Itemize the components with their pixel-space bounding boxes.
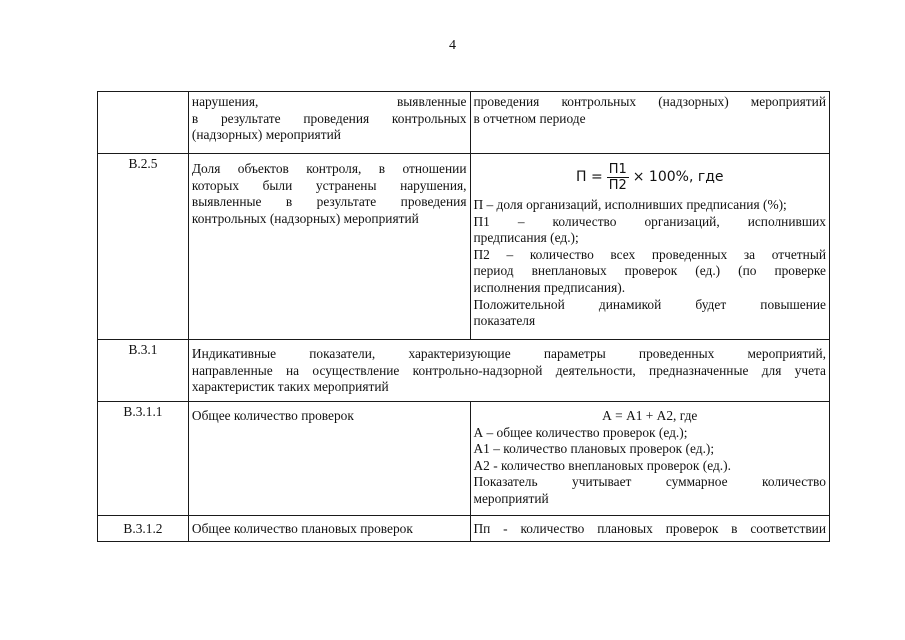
page-number: 4: [449, 38, 456, 53]
text-line: проведения контрольных (надзорных) мероприятий: [473, 94, 826, 109]
text-line: мероприятий: [473, 490, 549, 506]
formula-numerator: П1: [608, 161, 627, 177]
text-line: А – общее количество проверок (ед.);: [473, 424, 688, 440]
text-line: которых были устранены нарушения,: [191, 177, 467, 193]
table-row: [98, 340, 830, 402]
text-line: контрольных (надзорных) мероприятий: [191, 210, 419, 226]
row-merged-text: [188, 340, 829, 402]
text-line: Общее количество плановых проверок: [191, 521, 413, 536]
text-line: Индикативные показатели, характеризующие параметры проведенных мероприятий,: [191, 346, 826, 361]
text-line: предписания (ед.);: [473, 230, 579, 246]
text-line: Положительной динамикой будет повышение: [473, 296, 826, 312]
text-line: (надзорных) мероприятий: [191, 127, 341, 143]
formula: [474, 157, 827, 197]
row-description: [470, 402, 830, 516]
text-line: А1 – количество плановых проверок (ед.);: [473, 441, 715, 457]
text-line: в результате проведения контрольных: [191, 110, 467, 126]
table-row: [98, 402, 830, 516]
row-code: В.3.1.2: [98, 516, 189, 542]
text-line: направленные на осуществление контрольно-надзорной деятельности, предназначенные для учета: [191, 362, 826, 378]
text-line: характеристик таких мероприятий: [191, 379, 389, 395]
text-line: исполнения предписания).: [473, 279, 626, 295]
text-line: период внеплановых проверок (ед.) (по проверке: [473, 263, 826, 279]
text-line: выявленные в результате проведения: [191, 194, 467, 210]
row-code: [98, 92, 189, 154]
formula-rhs: × 100%, где: [632, 168, 724, 185]
row-description: [470, 516, 830, 542]
row-description: [470, 154, 830, 340]
row-name: [188, 92, 470, 154]
text-line: Пп - количество плановых проверок в соответствии: [473, 521, 826, 536]
formula-fraction: [607, 162, 629, 193]
row-name: [188, 516, 470, 542]
table-row: [98, 92, 830, 154]
table-row: [98, 154, 830, 340]
row-code: В.3.1: [98, 340, 189, 402]
row-name: [188, 154, 470, 340]
row-description: [470, 92, 830, 154]
row-code: В.3.1.1: [98, 402, 189, 516]
row-code: В.2.5: [98, 154, 189, 340]
text-line: П2 – количество всех проведенных за отчетный: [473, 246, 826, 262]
formula-lhs: П =: [575, 168, 603, 185]
text-line: П1 – количество организаций, исполнивших: [473, 213, 826, 229]
table-row: [98, 516, 830, 542]
text-line: Общее количество проверок: [191, 408, 354, 423]
indicators-table: [97, 91, 830, 542]
formula-denominator: П2: [608, 177, 627, 193]
text-line: показателя: [473, 313, 536, 329]
text-line: Доля объектов контроля, в отношении: [191, 161, 467, 176]
text-line: Показатель учитывает суммарное количество: [473, 474, 826, 490]
row-name: [188, 402, 470, 516]
text-line: нарушения, выявленные: [191, 94, 467, 109]
text-line: в отчетном периоде: [473, 110, 586, 126]
text-line: А2 - количество внеплановых проверок (ед.).: [473, 457, 731, 473]
text-line: П – доля организаций, исполнивших предписания (%);: [473, 197, 787, 212]
formula: А = А1 + А2, где: [602, 408, 698, 423]
